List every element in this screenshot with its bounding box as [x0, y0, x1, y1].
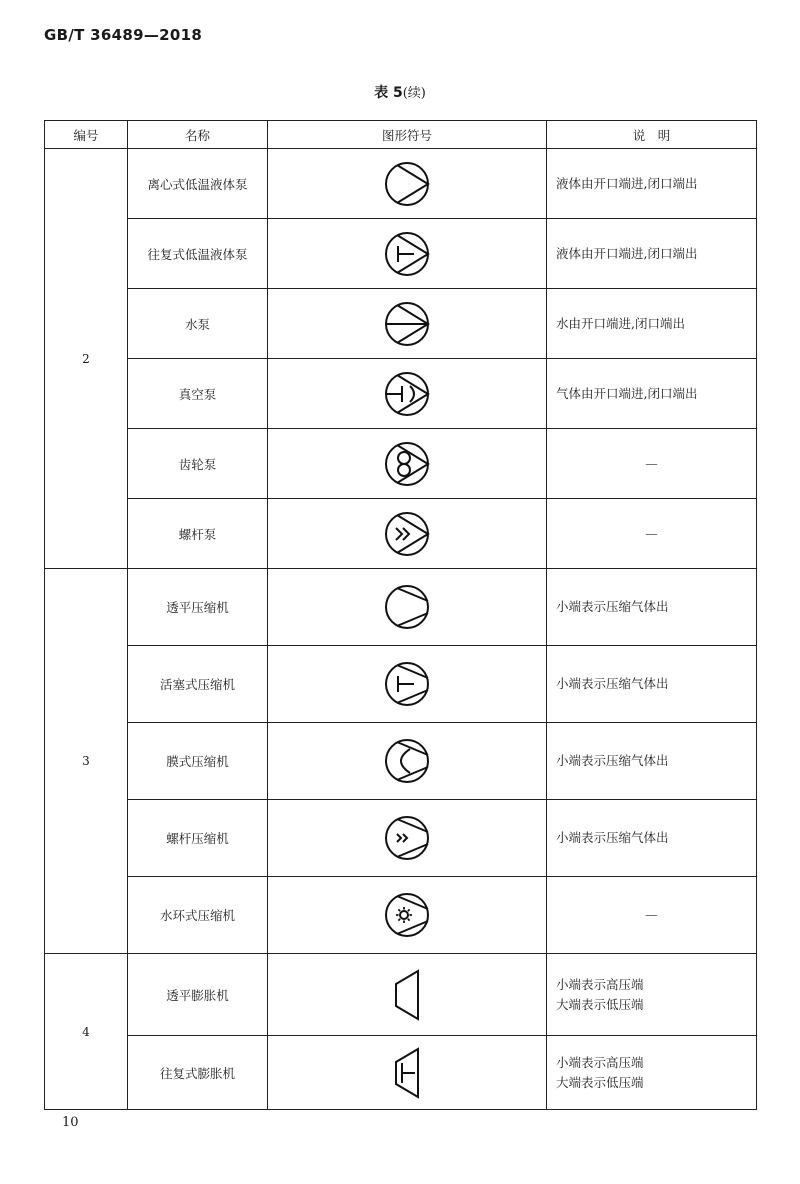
- symbol-cell: [268, 723, 547, 800]
- item-name: 齿轮泵: [128, 429, 268, 499]
- table-title-main: 表 5: [374, 85, 403, 101]
- item-description: 气体由开口端进,闭口端出: [547, 359, 757, 429]
- symbol-cell: [268, 569, 547, 646]
- screw-compressor-icon: [382, 813, 432, 863]
- symbol-cell: [268, 800, 547, 877]
- turbo-compressor-icon: [382, 582, 432, 632]
- vacuum-pump-icon: [382, 369, 432, 419]
- item-name: 螺杆泵: [128, 499, 268, 569]
- symbol-cell: [268, 954, 547, 1036]
- group-number: 3: [45, 569, 128, 954]
- piston-compressor-icon: [382, 659, 432, 709]
- page-number: 10: [62, 1115, 79, 1130]
- table-row: [45, 1036, 757, 1110]
- item-description: 液体由开口端进,闭口端出: [547, 149, 757, 219]
- item-name: 螺杆压缩机: [128, 800, 268, 877]
- item-description: —: [547, 499, 757, 569]
- item-description: 小端表示高压端 大端表示低压端: [547, 954, 757, 1036]
- symbol-cell: [268, 359, 547, 429]
- table-row: [45, 359, 757, 429]
- item-name: 离心式低温液体泵: [128, 149, 268, 219]
- screw-pump-icon: [382, 509, 432, 559]
- symbol-cell: [268, 1036, 547, 1110]
- gear-pump-icon: [382, 439, 432, 489]
- reciprocating-expander-icon: [382, 1046, 432, 1100]
- symbol-cell: [268, 219, 547, 289]
- col-header-description: 说 明: [547, 121, 757, 149]
- col-header-number: 编号: [45, 121, 128, 149]
- symbol-cell: [268, 289, 547, 359]
- item-name: 水环式压缩机: [128, 877, 268, 954]
- col-header-symbol: 图形符号: [268, 121, 547, 149]
- item-name: 透平压缩机: [128, 569, 268, 646]
- item-description: 液体由开口端进,闭口端出: [547, 219, 757, 289]
- centrifugal-pump-icon: [382, 159, 432, 209]
- item-name: 真空泵: [128, 359, 268, 429]
- symbol-cell: [268, 149, 547, 219]
- symbol-cell: [268, 429, 547, 499]
- turbo-expander-icon: [382, 968, 432, 1022]
- standard-number: GB/T 36489—2018: [44, 26, 203, 44]
- item-name: 透平膨胀机: [128, 954, 268, 1036]
- water-pump-icon: [382, 299, 432, 349]
- table-row: [45, 646, 757, 723]
- diaphragm-compressor-icon: [382, 736, 432, 786]
- table-row: [45, 800, 757, 877]
- item-name: 膜式压缩机: [128, 723, 268, 800]
- table-row: [45, 289, 757, 359]
- item-description: 小端表示压缩气体出: [547, 723, 757, 800]
- item-name: 活塞式压缩机: [128, 646, 268, 723]
- table-row: [45, 149, 757, 219]
- table-row: [45, 499, 757, 569]
- group-number: 4: [45, 954, 128, 1110]
- symbol-cell: [268, 499, 547, 569]
- table-title-continued: (续): [402, 86, 426, 101]
- table-row: [45, 723, 757, 800]
- item-description: —: [547, 429, 757, 499]
- table-title: [0, 82, 800, 102]
- item-description: 小端表示高压端 大端表示低压端: [547, 1036, 757, 1110]
- symbol-cell: [268, 877, 547, 954]
- item-description: —: [547, 877, 757, 954]
- symbol-table: [44, 120, 757, 1110]
- group-number: 2: [45, 149, 128, 569]
- item-description: 小端表示压缩气体出: [547, 646, 757, 723]
- table-row: [45, 954, 757, 1036]
- item-name: 水泵: [128, 289, 268, 359]
- item-description: 小端表示压缩气体出: [547, 800, 757, 877]
- table-row: [45, 877, 757, 954]
- col-header-name: 名称: [128, 121, 268, 149]
- item-name: 往复式低温液体泵: [128, 219, 268, 289]
- table-row: [45, 569, 757, 646]
- water-ring-compressor-icon: [382, 890, 432, 940]
- item-description: 小端表示压缩气体出: [547, 569, 757, 646]
- table-header-row: [45, 121, 757, 149]
- item-description: 水由开口端进,闭口端出: [547, 289, 757, 359]
- item-name: 往复式膨胀机: [128, 1036, 268, 1110]
- symbol-cell: [268, 646, 547, 723]
- table-row: [45, 219, 757, 289]
- reciprocating-pump-icon: [382, 229, 432, 279]
- table-row: [45, 429, 757, 499]
